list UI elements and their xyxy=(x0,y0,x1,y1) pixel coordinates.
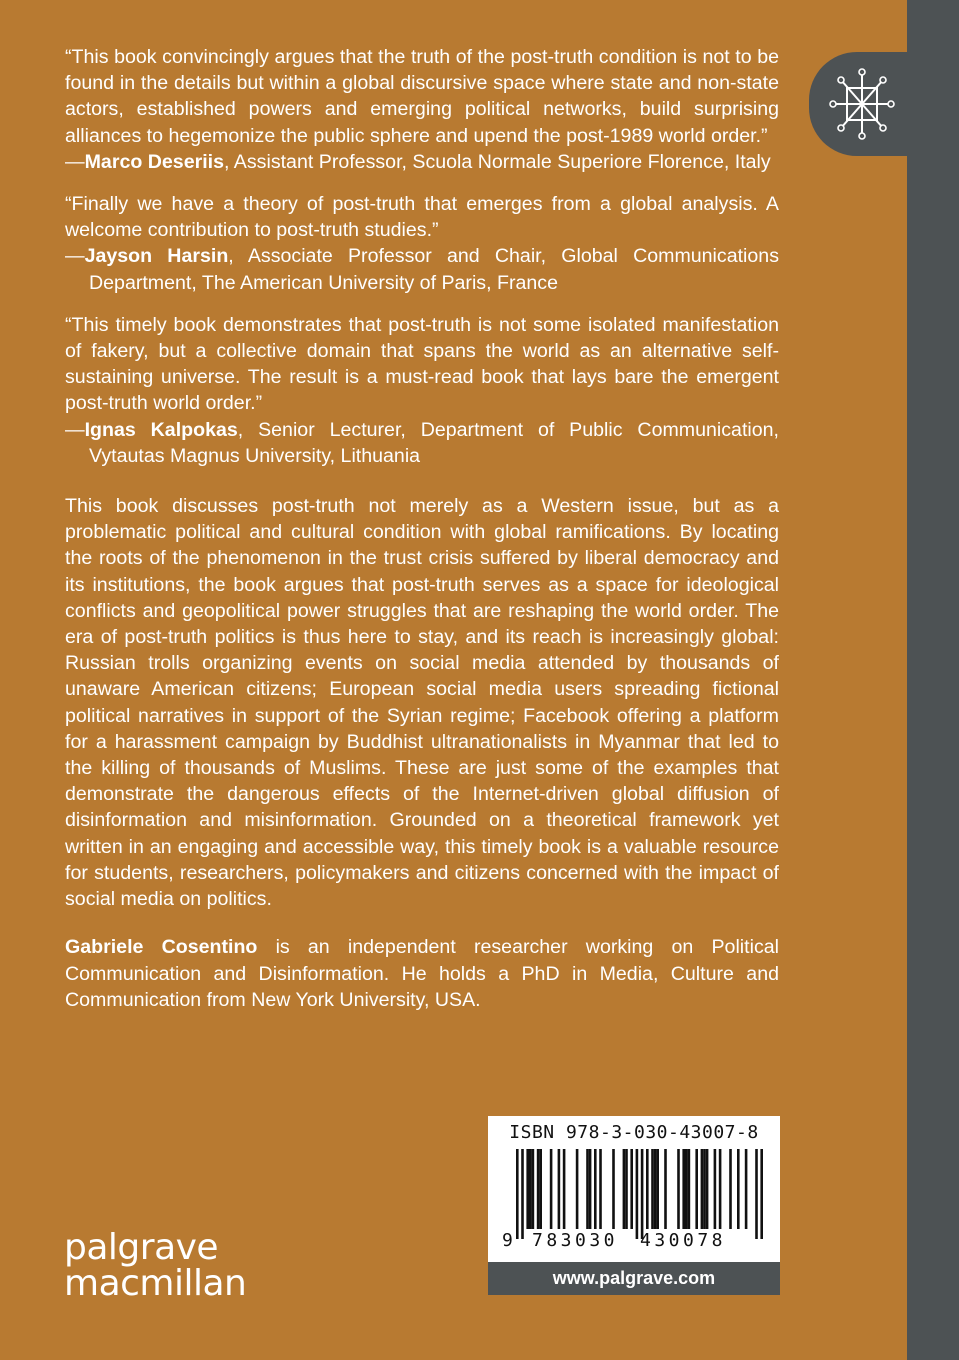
publisher-logo xyxy=(64,1227,247,1304)
quote-text: “This timely book demonstrates that post-truth is not some isolated manifestation of fakery, but a collective domain that spans the world as an alternative self-sustaining universe. The result is a must-read book that lays bare the emergent post-truth world order.” xyxy=(65,313,779,415)
barcode-bar xyxy=(516,1149,519,1239)
endorser-affiliation: , Assistant Professor, Scuola Normale Superiore Florence, Italy xyxy=(224,150,771,173)
endorser-affiliation: , Senior Lecturer, Department of Public Communication, Vytautas Magnus University, Lithuania xyxy=(89,418,779,467)
barcode-bar xyxy=(630,1149,633,1229)
barcode-bar xyxy=(589,1149,592,1229)
barcode-bar xyxy=(576,1149,579,1229)
book-description: This book discusses post-truth not merely as a Western issue, but as a problematic political and cultural condition with global ramifications. By locating the roots of the phenomenon in the trust crisis suffered by liberal democracy and its institutions, the book argues that post-truth serves as a space for ideological conflicts and geopolitical power struggles that are reshaping the world order. The era of post-truth politics is thus here to stay, and its reach is increasingly global: Russian trolls organizing events on social media attended by thousands of unaware American citizens; European social media users spreading fictional political narratives in support of the Syrian regime; Facebook offering a platform for a harassment campaign by Buddhist ultranationalists in Myanmar that led to the killing of thousands of Muslims. These are just some of the examples that demonstrate the dangerous effects of the Internet-driven global diffusion of disinformation and misinformation. Grounded on a theoretical framework yet written in an engaging and accessible way, this timely book is a valuable resource for students, researchers, policymakers and citizens concerned with the impact of social media on politics. xyxy=(65,495,779,911)
endorsement-quote xyxy=(65,44,779,175)
quote-attribution xyxy=(65,417,779,469)
author-bio-text: is an independent researcher working on Political Communication and Disinformation. He holds a PhD in Media, Culture and Communication from New York University, USA. xyxy=(65,936,779,1011)
barcode-bar xyxy=(688,1149,691,1229)
barcode-bar xyxy=(625,1149,628,1229)
barcode-bar xyxy=(737,1149,740,1229)
barcode-bar xyxy=(529,1149,532,1229)
barcode-bar xyxy=(594,1149,597,1229)
palgrave-network-icon xyxy=(829,66,895,142)
barcode-bar xyxy=(760,1149,763,1239)
barcode-bar xyxy=(550,1149,553,1229)
barcode-bar xyxy=(539,1149,542,1229)
barcode-bar xyxy=(646,1149,649,1229)
quote-text: “This book convincingly argues that the truth of the post-truth condition is not to be found in the details but within a global discursive space where state and non-state actors, established powers and emerging political networks, build surprising alliances to hegemonize the public sphere and upend the post-1989 world order.” xyxy=(65,46,779,147)
barcode-bar xyxy=(521,1149,524,1239)
publisher-website: www.palgrave.com xyxy=(488,1262,780,1295)
endorser-affiliation: , Associate Professor and Chair, Global Communications Department, The American University of Paris, France xyxy=(89,245,779,294)
barcode-bar xyxy=(599,1149,602,1229)
author-bio xyxy=(65,934,779,1013)
ean-first-digit: 9 xyxy=(502,1230,513,1251)
endorsement-quote xyxy=(65,191,779,296)
barcode-bar xyxy=(714,1149,717,1229)
barcode-bar xyxy=(641,1149,644,1239)
barcode-bar xyxy=(651,1149,654,1229)
barcode-bar xyxy=(612,1149,615,1229)
attribution-dash: — xyxy=(65,418,85,441)
book-spine xyxy=(907,0,959,1360)
barcode-bar xyxy=(701,1149,704,1229)
back-cover-text xyxy=(65,44,779,1013)
barcode-bar xyxy=(526,1149,529,1229)
barcode-bar xyxy=(586,1149,589,1229)
attribution-dash: — xyxy=(65,150,85,173)
endorsement-quote xyxy=(65,312,779,469)
attribution-dash: — xyxy=(65,245,85,268)
barcode-bar xyxy=(729,1149,732,1229)
isbn-barcode xyxy=(488,1116,780,1262)
quote-attribution xyxy=(65,149,779,175)
ean-left-group: 783030 xyxy=(532,1230,619,1251)
barcode-bar xyxy=(654,1149,657,1229)
spine-logo-tab xyxy=(809,52,907,156)
endorser-name: Ignas Kalpokas xyxy=(84,418,238,441)
publisher-logo-line1: palgrave xyxy=(64,1227,219,1268)
barcode-bar xyxy=(677,1149,680,1229)
barcode-bar xyxy=(695,1149,698,1229)
ean-right-group: 430078 xyxy=(640,1230,727,1251)
author-name: Gabriele Cosentino xyxy=(65,936,258,959)
barcode-bar xyxy=(755,1149,758,1239)
barcode-bar xyxy=(623,1149,626,1229)
barcode-bar xyxy=(745,1149,748,1229)
endorser-name: Marco Deseriis xyxy=(84,150,224,173)
barcode-bar xyxy=(682,1149,685,1229)
quote-attribution xyxy=(65,243,779,295)
barcode-bar xyxy=(563,1149,566,1229)
barcode-bars xyxy=(504,1149,766,1239)
quote-text: “Finally we have a theory of post-truth that emerges from a global analysis. A welcome contribution to post-truth studies.” xyxy=(65,193,779,242)
endorser-name: Jayson Harsin xyxy=(84,245,229,268)
barcode-bar xyxy=(685,1149,688,1229)
barcode-bar xyxy=(537,1149,540,1229)
barcode-bar xyxy=(706,1149,709,1229)
isbn-number: ISBN 978-3-030-43007-8 xyxy=(509,1122,759,1143)
barcode-bar xyxy=(703,1149,706,1229)
barcode-bar xyxy=(636,1149,639,1239)
barcode-bar xyxy=(532,1149,535,1229)
barcode-bar xyxy=(558,1149,561,1229)
publisher-logo-line2: macmillan xyxy=(64,1263,247,1304)
barcode-bar xyxy=(664,1149,667,1229)
barcode-bar xyxy=(656,1149,659,1229)
barcode-bar xyxy=(719,1149,722,1229)
